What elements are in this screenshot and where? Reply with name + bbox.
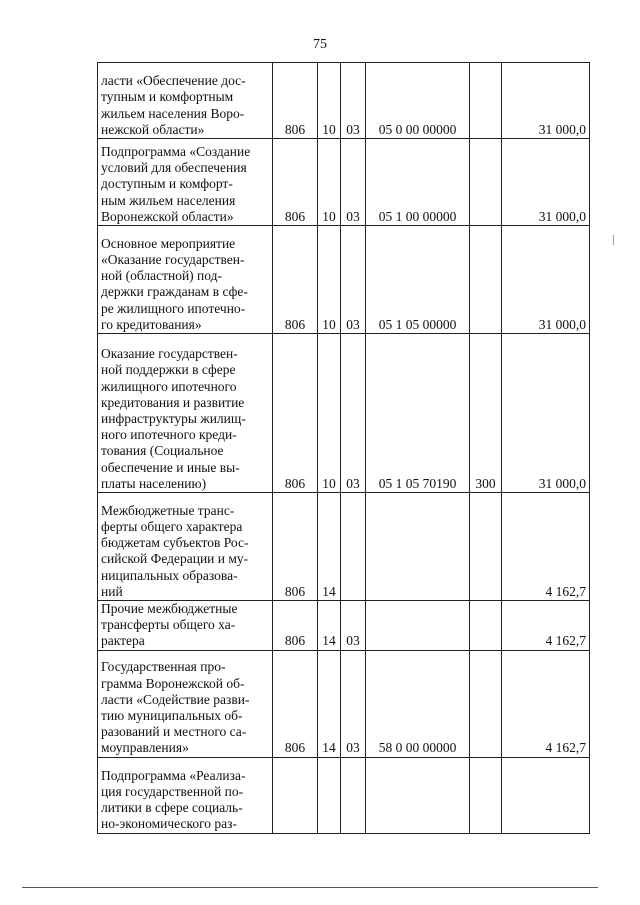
subsection-code: 03: [341, 226, 366, 334]
ministry-code: 806: [273, 226, 318, 334]
expense-type-code: [470, 757, 502, 833]
amount-value: 31 000,0: [502, 334, 590, 493]
row-description: Государственная про- грамма Воронежской об- ласти «Содействие разви- тию муниципальных об- разований и местного са- моуправления»: [98, 650, 273, 757]
amount-value: [502, 757, 590, 833]
table-row: [98, 226, 590, 334]
row-description: Оказание государствен- ной поддержки в сфере жилищного ипотечного кредитования и развитие инфраструктуры жилищ- ного ипотечного креди- тования (Социальное обеспечение и иные вы- платы населению): [98, 334, 273, 493]
expense-type-code: [470, 226, 502, 334]
subsection-code: 03: [341, 650, 366, 757]
row-description: Основное мероприятие «Оказание государствен- ной (областной) под- держки гражданам в сфе- ре жилищного ипотечно- го кредитования»: [98, 226, 273, 334]
amount-value: 4 162,7: [502, 650, 590, 757]
table-body: [98, 63, 590, 834]
amount-value: 31 000,0: [502, 226, 590, 334]
expense-type-code: [470, 650, 502, 757]
bottom-rule: [22, 887, 598, 888]
ministry-code: 806: [273, 139, 318, 226]
section-code: 14: [318, 493, 341, 601]
target-article-code: 05 1 05 00000: [366, 226, 470, 334]
row-description: Межбюджетные транс- ферты общего характера бюджетам субъектов Рос- сийской Федерации и му- ниципальных образова- ний: [98, 493, 273, 601]
amount-value: 31 000,0: [502, 63, 590, 139]
target-article-code: [366, 493, 470, 601]
section-code: 14: [318, 650, 341, 757]
amount-value: 4 162,7: [502, 601, 590, 651]
page-number: 75: [313, 37, 327, 52]
subsection-code: 03: [341, 139, 366, 226]
ministry-code: 806: [273, 650, 318, 757]
subsection-code: 03: [341, 601, 366, 651]
section-code: 14: [318, 601, 341, 651]
subsection-code: 03: [341, 334, 366, 493]
target-article-code: [366, 601, 470, 651]
expense-type-code: [470, 63, 502, 139]
row-description: Прочие межбюджетные трансферты общего ха- рактера: [98, 601, 273, 651]
table-row: [98, 650, 590, 757]
target-article-code: 05 1 05 70190: [366, 334, 470, 493]
target-article-code: 58 0 00 00000: [366, 650, 470, 757]
ministry-code: 806: [273, 493, 318, 601]
section-code: 10: [318, 139, 341, 226]
target-article-code: 05 0 00 00000: [366, 63, 470, 139]
expense-type-code: 300: [470, 334, 502, 493]
row-description: Подпрограмма «Реализа- ция государственной по- литики в сфере социаль- но-экономического раз-: [98, 757, 273, 833]
expense-type-code: [470, 139, 502, 226]
expense-type-code: [470, 493, 502, 601]
row-description: Подпрограмма «Создание условий для обеспечения доступным и комфорт- ным жильем населения Воронежской области»: [98, 139, 273, 226]
section-code: 10: [318, 63, 341, 139]
subsection-code: [341, 493, 366, 601]
table-row: [98, 139, 590, 226]
subsection-code: 03: [341, 63, 366, 139]
amount-value: 4 162,7: [502, 493, 590, 601]
amount-value: 31 000,0: [502, 139, 590, 226]
table-row: [98, 63, 590, 139]
ministry-code: 806: [273, 334, 318, 493]
ministry-code: 806: [273, 601, 318, 651]
ministry-code: [273, 757, 318, 833]
section-code: [318, 757, 341, 833]
table-row: [98, 757, 590, 833]
expense-type-code: [470, 601, 502, 651]
section-code: 10: [318, 226, 341, 334]
section-code: 10: [318, 334, 341, 493]
target-article-code: 05 1 00 00000: [366, 139, 470, 226]
budget-table: [97, 62, 590, 834]
table-row: [98, 334, 590, 493]
target-article-code: [366, 757, 470, 833]
row-description: ласти «Обеспечение дос- тупным и комфортным жильем населения Воро- нежской области»: [98, 63, 273, 139]
subsection-code: [341, 757, 366, 833]
ministry-code: 806: [273, 63, 318, 139]
table-row: [98, 493, 590, 601]
table-row: [98, 601, 590, 651]
margin-mark: [613, 235, 614, 245]
